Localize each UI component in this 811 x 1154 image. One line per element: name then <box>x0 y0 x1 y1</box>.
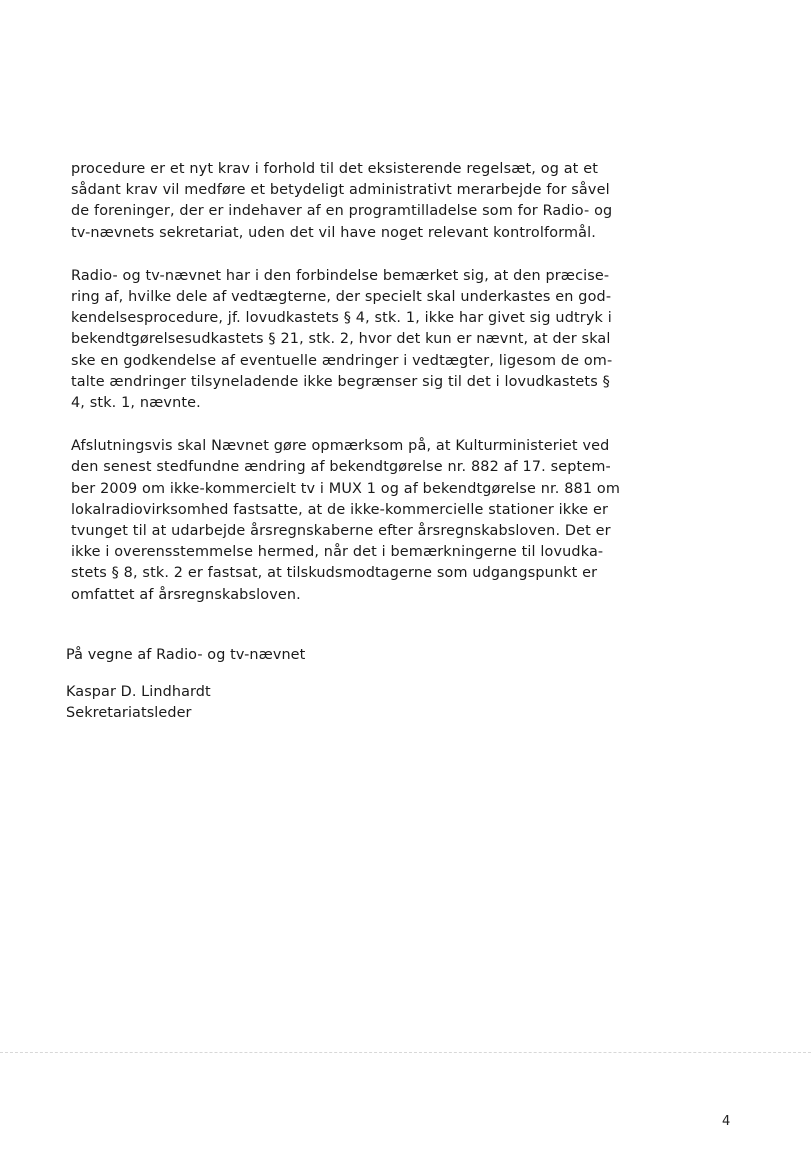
paragraph-3 <box>71 436 631 606</box>
text-line: bekendtgørelsesudkastets § 21, stk. 2, hvor det kun er nævnt, at der skal <box>71 331 611 348</box>
text-line: ring af, hvilke dele af vedtægterne, der specielt skal underkastes en god- <box>71 289 612 306</box>
text-line: tvunget til at udarbejde årsregnskaberne efter årsregnskabsloven. Det er <box>71 523 611 540</box>
text-line: de foreninger, der er indehaver af en programtilladelse som for Radio- og <box>71 203 613 220</box>
text-line: talte ændringer tilsyneladende ikke begrænser sig til det i lovudkastets § <box>71 373 610 390</box>
text-line: 4, stk. 1, nævnte. <box>71 395 201 412</box>
text-line: procedure er et nyt krav i forhold til det eksisterende regelsæt, og at et <box>71 161 598 177</box>
text-line: Afslutningsvis skal Nævnet gøre opmærksom på, at Kulturministeriet ved <box>71 438 610 455</box>
page-number: 4 <box>722 1114 731 1129</box>
text-line: ske en godkendelse af eventuelle ændringer i vedtægter, ligesom de om- <box>71 352 613 369</box>
text-line: kendelsesprocedure, jf. lovudkastets § 4, stk. 1, ikke har givet sig udtryk i <box>71 310 612 327</box>
letter-body <box>71 159 631 628</box>
text-line: tv-nævnets sekretariat, uden det vil have noget relevant kontrolformål. <box>71 224 597 241</box>
text-line: den senest stedfundne ændring af bekendtgørelse nr. 882 af 17. septem- <box>71 459 611 476</box>
text-line: stets § 8, stk. 2 er fastsat, at tilskudsmodtagerne som udgangspunkt er <box>71 565 598 582</box>
text-line: Radio- og tv-nævnet har i den forbindelse bemærket sig, at den præcise- <box>71 267 610 284</box>
text-line: omfattet af årsregnskabsloven. <box>71 586 301 603</box>
text-line: ber 2009 om ikke-kommercielt tv i MUX 1 og af bekendtgørelse nr. 881 om <box>71 480 621 497</box>
scan-divider <box>0 1052 811 1053</box>
signature-gap <box>66 666 466 682</box>
paragraph-1 <box>71 159 631 244</box>
paragraph-2 <box>71 266 631 414</box>
text-line: lokalradiovirksomhed fastsatte, at de ikke-kommercielle stationer ikke er <box>71 501 609 518</box>
text-line: ikke i overensstemmelse hermed, når det i bemærkningerne til lovudka- <box>71 544 604 561</box>
on-behalf-line: På vegne af Radio- og tv-nævnet <box>66 647 306 663</box>
text-line: sådant krav vil medføre et betydeligt administrativt merarbejde for såvel <box>71 182 610 199</box>
signatory-name: Kaspar D. Lindhardt <box>66 684 211 700</box>
signature-block <box>66 645 466 724</box>
signatory-title: Sekretariatsleder <box>66 705 192 721</box>
